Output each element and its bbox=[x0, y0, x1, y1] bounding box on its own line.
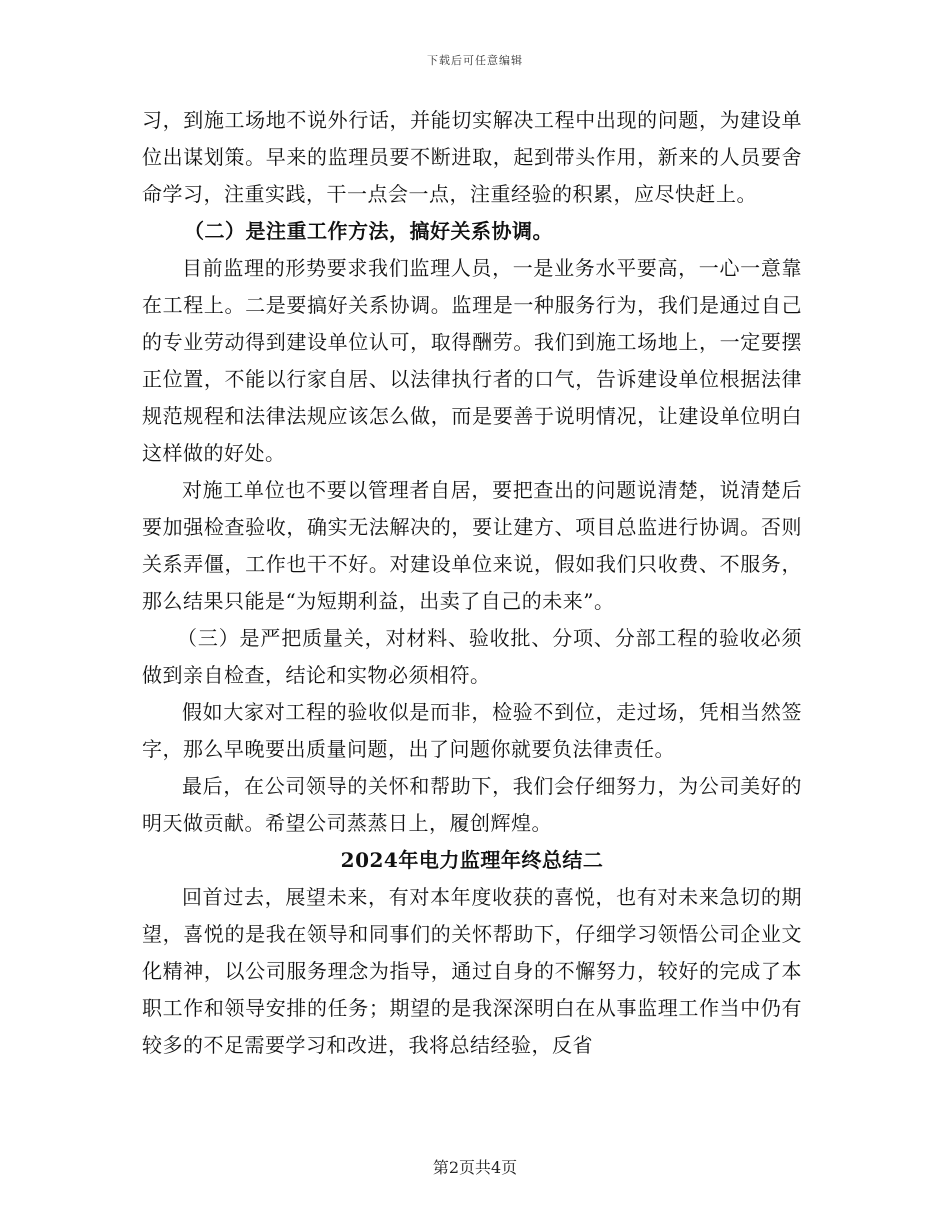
paragraph-continuation: 习，到施工场地不说外行话，并能切实解决工程中出现的问题，为建设单位出谋划策。早来的监理员要不断进取，起到带头作用，新来的人员要舍命学习，注重实践，干一点会一点，注重经验的积累，应尽快赶上。 bbox=[142, 108, 802, 206]
paragraph-supervision-situation: 目前监理的形势要求我们监理人员，一是业务水平要高，一心一意靠在工程上。二是要搞好关系协调。监理是一种服务行为，我们是通过自己的专业劳动得到建设单位认可，取得酬劳。我们到施工场地上，一定要摆正位置，不能以行家自居、以法律执行者的口气，告诉建设单位根据法律规范规程和法律法规应该怎么做，而是要善于说明情况，让建设单位明白这样做的好处。 bbox=[142, 256, 802, 465]
header-note: 下载后可任意编辑 bbox=[427, 54, 523, 67]
subheading-three: （三）是严把质量关，对材料、验收批、分项、分部工程的验收必须做到亲自检查，结论和实物必须相符。 bbox=[142, 626, 802, 687]
page-number: 第2页共4页 bbox=[432, 1158, 518, 1177]
section-title: 2024年电力监理年终总结二 bbox=[340, 848, 604, 872]
paragraph-review: 回首过去，展望未来，有对本年度收获的喜悦，也有对未来急切的期望，喜悦的是我在领导和同事们的关怀帮助下，仔细学习领悟公司企业文化精神，以公司服务理念为指导，通过自身的不懈努力，较好的完成了本职工作和领导安排的任务；期望的是我深深明白在从事监理工作当中仍有较多的不足需要学习和改进，我将总结经验，反省 bbox=[142, 885, 802, 1057]
subheading-two: （二）是注重工作方法，搞好关系协调。 bbox=[184, 219, 553, 243]
document-body bbox=[142, 102, 802, 1064]
paragraph-construction-unit: 对施工单位也不要以管理者自居，要把查出的问题说清楚，说清楚后要加强检查验收，确实无法解决的，要让建方、项目总监进行协调。否则关系弄僵，工作也干不好。对建设单位来说，假如我们只收费、不服务，那么结果只能是“为短期利益，出卖了自己的未来”。 bbox=[142, 478, 802, 613]
paragraph-closing: 最后，在公司领导的关怀和帮助下，我们会仔细努力，为公司美好的明天做贡献。希望公司蒸蒸日上，履创辉煌。 bbox=[142, 774, 802, 835]
paragraph-quality-check: 假如大家对工程的验收似是而非，检验不到位，走过场，凭相当然签字，那么早晚要出质量问题，出了问题你就要负法律责任。 bbox=[142, 700, 802, 761]
